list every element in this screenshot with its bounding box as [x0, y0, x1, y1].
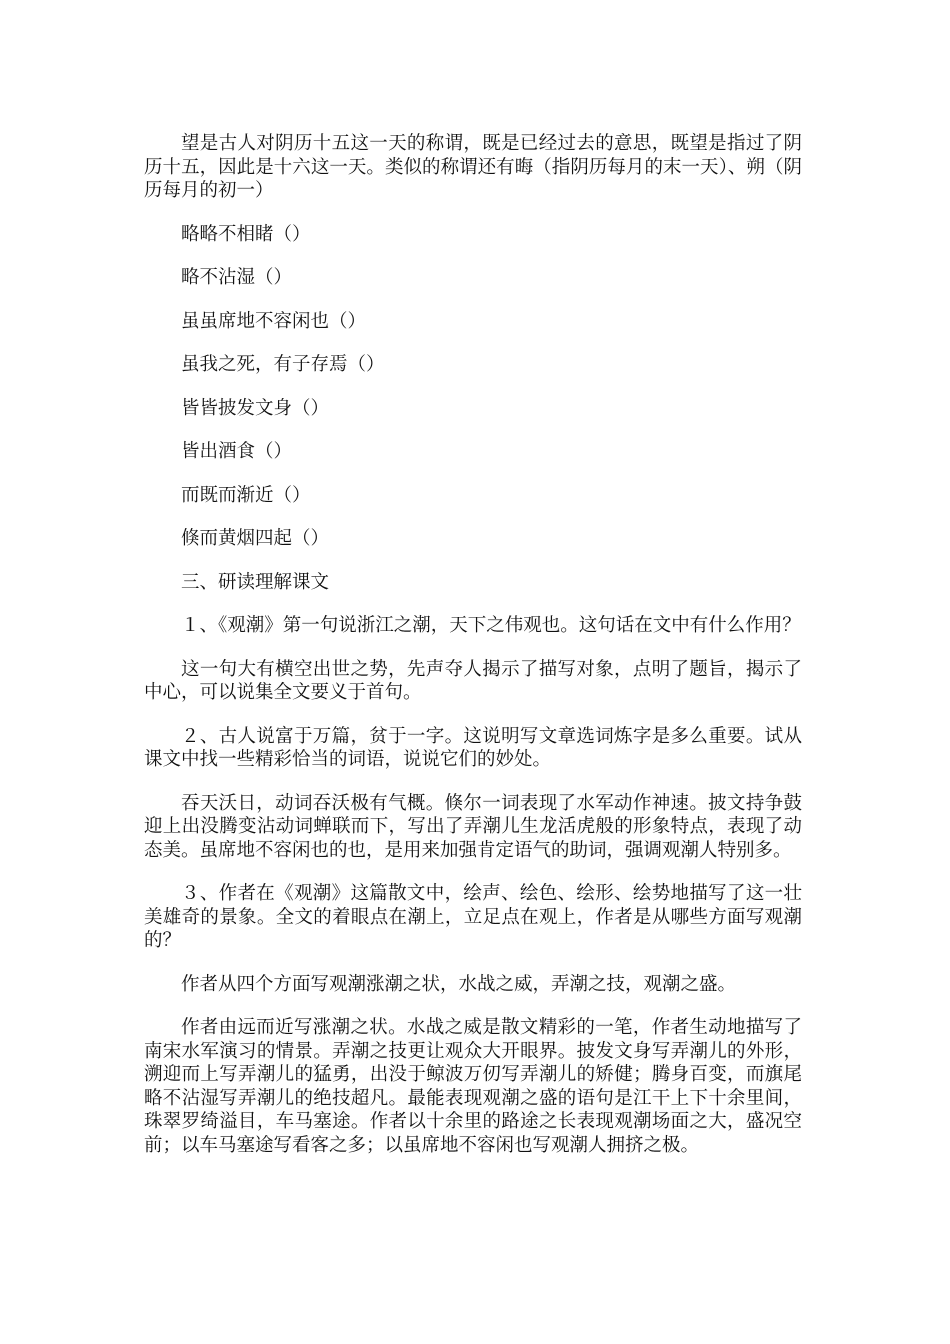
exercise-item: 皆出酒食（） — [181, 441, 293, 462]
answer-3-detail: 作者由远而近写涨潮之状。水战之威是散文精彩的一笔，作者生动地描写了南宋水军演习的情景。弄潮之技更让观众大开眼界。披发文身写弄潮儿的外形，溯迎而上写弄潮儿的猛勇，出没于鲸波万仞写弄潮儿的矫健；腾身百变，而旗尾略不沾湿写弄潮儿的绝技超凡。最能表现观潮之盛的语句是江干上下十余里间，珠翠罗绮溢目，车马塞途。作者以十余里的路途之长表现观潮场面之大，盛况空前；以车马塞途写看客之多；以虽席地不容闲也写观潮人拥挤之极。 — [144, 1017, 802, 1156]
question-1: １、《观潮》第一句说浙江之潮，天下之伟观也。这句话在文中有什么作用？ — [181, 615, 801, 636]
exercise-item: 虽我之死，有子存焉（） — [181, 354, 385, 375]
exercise-item: 虽虽席地不容闲也（） — [181, 310, 367, 332]
exercise-item: 略不沾湿（） — [181, 267, 293, 288]
document-page — [144, 132, 802, 1157]
question-2: ２、古人说富于万篇，贫于一字。这说明写文章选词炼字是多么重要。试从课文中找一些精彩恰当的词语，说说它们的妙处。 — [144, 725, 802, 770]
exercise-item: 皆皆披发文身（） — [181, 397, 330, 419]
exercise-item: 倏而黄烟四起（） — [181, 528, 330, 549]
section-heading: 三、研读理解课文 — [181, 571, 330, 593]
answer-1: 这一句大有横空出世之势，先声夺人揭示了描写对象，点明了题旨，揭示了中心，可以说集全文要义于首句。 — [144, 658, 802, 703]
exercise-item: 略略不相睹（） — [181, 223, 311, 245]
answer-3-summary: 作者从四个方面写观潮涨潮之状，水战之威，弄潮之技，观潮之盛。 — [181, 973, 737, 995]
question-3: ３、作者在《观潮》这篇散文中，绘声、绘色、绘形、绘势地描写了这一壮美雄奇的景象。全文的着眼点在潮上，立足点在观上，作者是从哪些方面写观潮的？ — [144, 883, 802, 951]
paragraph-wang-explanation: 望是古人对阴历十五这一天的称谓，既是已经过去的意思，既望是指过了阴历十五，因此是十六这一天。类似的称谓还有晦（指阴历每月的末一天）、朔（阴历每月的初一） — [144, 133, 802, 201]
answer-2: 吞天沃日，动词吞沃极有气概。倏尔一词表现了水军动作神速。披文持争鼓迎上出没腾变沾动词蝉联而下，写出了弄潮儿生龙活虎般的形象特点，表现了动态美。虽席地不容闲也的也，是用来加强肯定语气的助词，强调观潮人特别多。 — [144, 792, 802, 861]
exercise-item: 而既而渐近（） — [181, 484, 311, 506]
